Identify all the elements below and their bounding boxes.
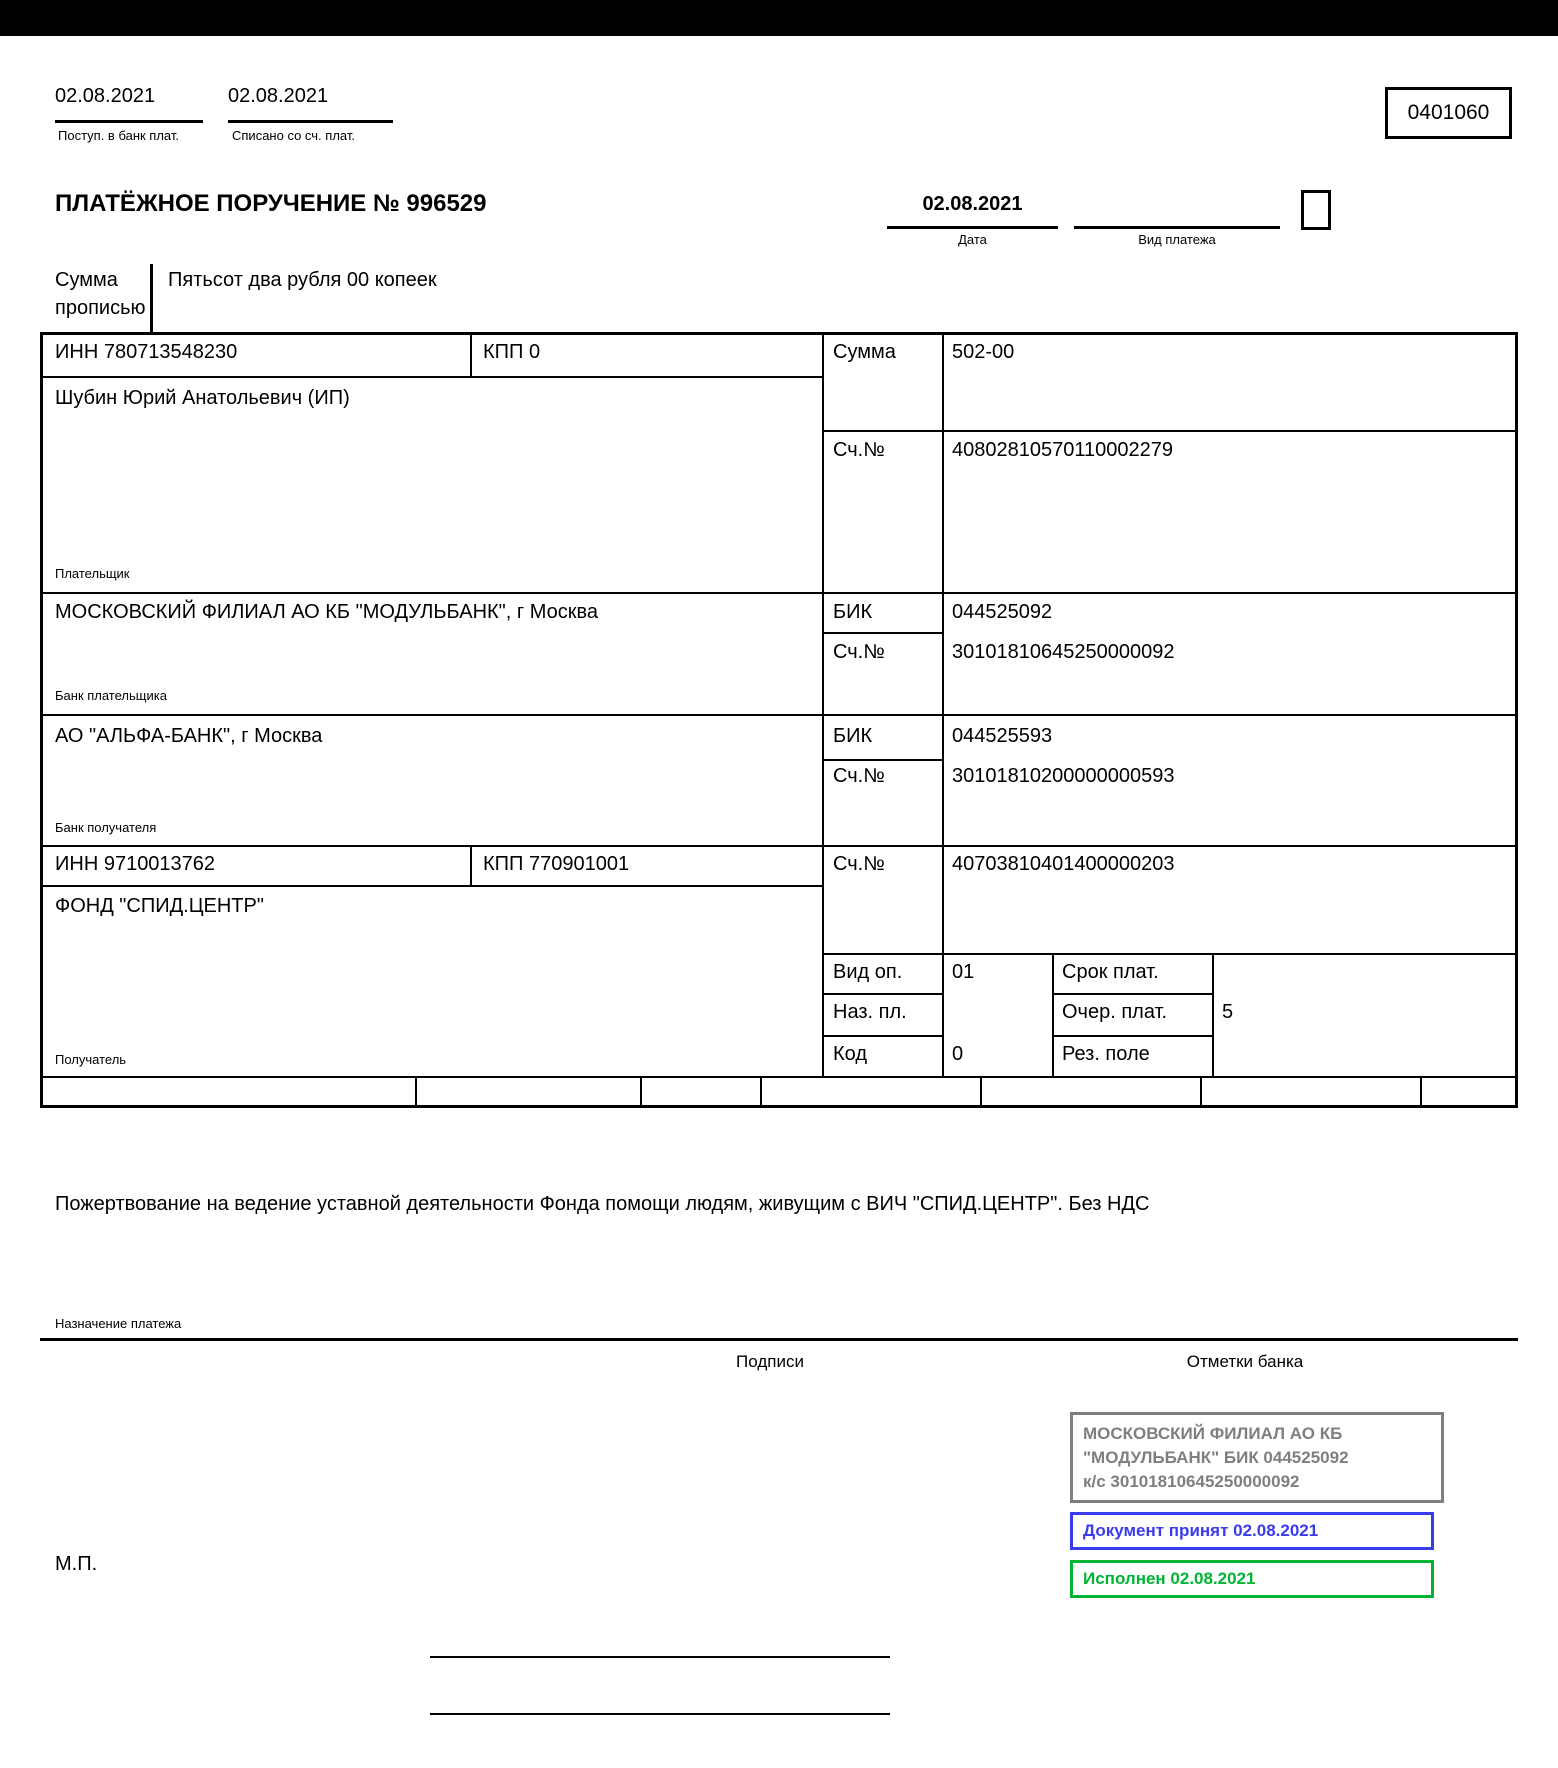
amount-words-value: Пятьсот два рубля 00 копеек xyxy=(168,269,437,291)
payment-purpose-text: Пожертвование на ведение уставной деятельности Фонда помощи людям, живущим с ВИЧ "СПИД.ЦЕНТР". Без НДС xyxy=(55,1193,1150,1215)
bank-stamp-line3: к/с 30101810645250000092 xyxy=(1083,1471,1300,1491)
term-box-right-divider xyxy=(1212,953,1214,1078)
tax-strip-divider xyxy=(1200,1077,1202,1106)
payer-kpp: КПП 0 xyxy=(483,341,541,363)
payment-type-underline xyxy=(1074,226,1280,229)
payer-bank-label: Банк плательщика xyxy=(55,688,167,703)
signature-line-2 xyxy=(430,1713,890,1715)
payer-separator-line xyxy=(40,592,1518,594)
payee-label: Получатель xyxy=(55,1052,127,1067)
res-field-label: Рез. поле xyxy=(1062,1043,1150,1065)
tax-strip-divider xyxy=(760,1077,762,1106)
payer-bik-cell-line xyxy=(822,632,944,634)
viewer-top-bar xyxy=(0,0,1558,36)
table-bottom-border xyxy=(40,1105,1518,1108)
signature-line-1 xyxy=(430,1656,890,1658)
amount-words-label-line1: Сумма xyxy=(55,269,118,291)
payee-bank-separator-line xyxy=(40,845,1518,847)
bank-stamp-line1: МОСКОВСКИЙ ФИЛИАЛ АО КБ xyxy=(1083,1424,1343,1443)
payment-type-label: Вид платежа xyxy=(1138,232,1216,247)
payee-bank-account-value: 30101810200000000593 xyxy=(952,765,1175,787)
payment-type-checkbox xyxy=(1301,190,1331,230)
payer-bank-bik-value: 044525092 xyxy=(952,601,1053,623)
form-code-box: 0401060 xyxy=(1385,87,1512,139)
payer-bank-name: МОСКОВСКИЙ ФИЛИАЛ АО КБ "МОДУЛЬБАНК", г Москва xyxy=(55,601,599,623)
payer-bank-account-value: 30101810645250000092 xyxy=(952,641,1175,663)
stamp-place-label: М.П. xyxy=(55,1553,98,1575)
tax-strip-divider xyxy=(640,1077,642,1106)
op-type-label: Вид оп. xyxy=(833,961,903,983)
order-value: 5 xyxy=(1222,1001,1234,1023)
pay-purpose-code-label: Наз. пл. xyxy=(833,1001,907,1023)
tax-strip-divider xyxy=(980,1077,982,1106)
payer-bank-separator-line xyxy=(40,714,1518,716)
order-label-bottom-line xyxy=(1052,1035,1214,1037)
payee-account-value: 40703810401400000203 xyxy=(952,853,1175,875)
payee-bank-name: АО "АЛЬФА-БАНК", г Москва xyxy=(55,725,323,747)
date-label: Дата xyxy=(958,232,987,247)
debited-from-account-date: 02.08.2021 xyxy=(228,85,329,107)
payee-inn: ИНН 9710013762 xyxy=(55,853,216,875)
received-date-underline xyxy=(55,120,203,123)
tax-strip-top-line xyxy=(40,1076,1518,1078)
op-row-top-line xyxy=(822,953,1518,955)
document-accepted-stamp: Документ принят 02.08.2021 xyxy=(1070,1512,1434,1550)
payee-bank-bik-label: БИК xyxy=(833,725,873,747)
payee-bank-label: Банк получателя xyxy=(55,820,157,835)
amount-words-divider xyxy=(150,264,153,332)
sum-value: 502-00 xyxy=(952,341,1015,363)
payer-account-label: Сч.№ xyxy=(833,439,885,461)
table-left-border xyxy=(40,332,43,1108)
term-label: Срок плат. xyxy=(1062,961,1159,983)
term-box-left-divider xyxy=(1052,953,1054,1078)
section-divider xyxy=(822,332,824,1078)
purpose-bottom-line xyxy=(40,1338,1518,1341)
sum-row-bottom-line xyxy=(822,430,1518,432)
payee-name: ФОНД "СПИД.ЦЕНТР" xyxy=(55,895,264,917)
amount-words-label-line2: прописью xyxy=(55,297,146,319)
bank-stamp-box xyxy=(1070,1412,1444,1503)
debited-from-account-label: Списано со сч. плат. xyxy=(232,128,355,143)
signatures-label: Подписи xyxy=(736,1352,804,1371)
code-label: Код xyxy=(833,1043,868,1065)
payee-bank-bik-value: 044525593 xyxy=(952,725,1053,747)
payee-bank-account-label: Сч.№ xyxy=(833,765,885,787)
order-label: Очер. плат. xyxy=(1062,1001,1168,1023)
payer-account-value: 40802810570110002279 xyxy=(952,439,1173,461)
op-type-value: 01 xyxy=(952,961,975,983)
received-in-bank-label: Поступ. в банк плат. xyxy=(58,128,180,143)
label-value-divider xyxy=(942,332,944,1078)
inn-row-bottom-line xyxy=(40,376,824,378)
document-date: 02.08.2021 xyxy=(922,193,1023,215)
payer-kpp-divider xyxy=(470,332,472,378)
purpose-label-bottom-line xyxy=(822,1035,944,1037)
payee-kpp-divider xyxy=(470,845,472,887)
term-label-bottom-line xyxy=(1052,993,1214,995)
table-right-border xyxy=(1515,332,1518,1108)
tax-strip-divider xyxy=(415,1077,417,1106)
op-label-bottom-line xyxy=(822,993,944,995)
code-value: 0 xyxy=(952,1043,964,1065)
payer-bank-account-label: Сч.№ xyxy=(833,641,885,663)
document-title: ПЛАТЁЖНОЕ ПОРУЧЕНИЕ № 996529 xyxy=(55,190,487,217)
received-in-bank-date: 02.08.2021 xyxy=(55,85,156,107)
bank-stamp-line2: "МОДУЛЬБАНК" БИК 044525092 xyxy=(1083,1447,1349,1467)
sum-label: Сумма xyxy=(833,341,896,363)
payee-account-label: Сч.№ xyxy=(833,853,885,875)
payee-inn-row-bottom-line xyxy=(40,885,824,887)
bank-marks-label: Отметки банка xyxy=(1186,1352,1304,1371)
payment-purpose-label: Назначение платежа xyxy=(55,1316,182,1331)
payer-bank-bik-label: БИК xyxy=(833,601,873,623)
date-underline xyxy=(887,226,1058,229)
payer-name: Шубин Юрий Анатольевич (ИП) xyxy=(55,387,350,409)
payee-kpp: КПП 770901001 xyxy=(483,853,630,875)
payee-bik-cell-line xyxy=(822,759,944,761)
tax-strip-divider xyxy=(1420,1077,1422,1106)
table-top-border xyxy=(40,332,1518,335)
debited-date-underline xyxy=(228,120,393,123)
payer-label: Плательщик xyxy=(55,566,130,581)
document-executed-stamp: Исполнен 02.08.2021 xyxy=(1070,1560,1434,1598)
payer-inn: ИНН 780713548230 xyxy=(55,341,238,363)
